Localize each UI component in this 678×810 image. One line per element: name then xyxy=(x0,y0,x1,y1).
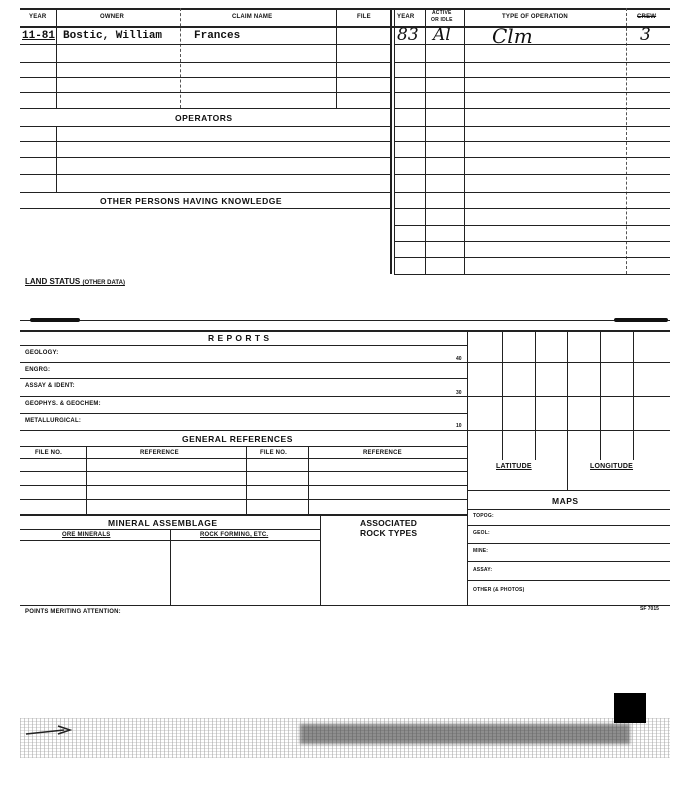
arrow-mark xyxy=(24,724,74,742)
latitude-label: LATITUDE xyxy=(496,463,532,470)
engrg-label: ENGRG: xyxy=(25,367,51,373)
or-idle-header: OR IDLE xyxy=(431,17,453,23)
entry-owner: Bostic, William xyxy=(63,30,163,42)
other-persons-heading: OTHER PERSONS HAVING KNOWLEDGE xyxy=(100,196,283,206)
ref-file-no-1: FILE NO. xyxy=(35,450,62,456)
active-header: ACTIVE xyxy=(432,10,452,16)
geol-label: GEOL: xyxy=(473,530,490,536)
geology-label: GEOLOGY: xyxy=(25,350,59,356)
form-code: SF 7015 xyxy=(640,606,659,612)
mineral-assemblage-heading: MINERAL ASSEMBLAGE xyxy=(108,518,218,528)
land-status-label xyxy=(25,277,125,286)
ref-reference-2: REFERENCE xyxy=(363,450,402,456)
assay-map-label: ASSAY: xyxy=(473,567,493,573)
entry-operation: Clm xyxy=(492,24,533,48)
claim-name-header: CLAIM NAME xyxy=(232,14,273,20)
longitude-label: LONGITUDE xyxy=(590,463,634,470)
other-photos-label: OTHER (& PHOTOS) xyxy=(473,587,525,593)
general-references-heading: GENERAL REFERENCES xyxy=(182,434,293,444)
crew-header: CREW xyxy=(637,14,657,20)
points-meriting-attention-label: POINTS MERITING ATTENTION: xyxy=(25,609,121,615)
entry-year: 11-81 xyxy=(22,30,56,42)
registration-block xyxy=(614,693,646,723)
year-op-header: YEAR xyxy=(397,14,415,20)
entry-op-year: 83 xyxy=(397,25,419,45)
owner-header: OWNER xyxy=(100,14,124,20)
assay-ident-label: ASSAY & IDENT: xyxy=(25,383,75,389)
type-of-operation-header: TYPE OF OPERATION xyxy=(502,14,568,20)
scan-mark-right xyxy=(614,318,668,322)
report-number-10: 10 xyxy=(456,423,462,429)
rock-types-heading: ROCK TYPES xyxy=(360,528,418,538)
entry-claim-name: Frances xyxy=(194,30,241,42)
ref-file-no-2: FILE NO. xyxy=(260,450,287,456)
arrow-icon xyxy=(24,724,74,738)
mine-label: MINE: xyxy=(473,548,489,554)
metallurgical-label: METALLURGICAL: xyxy=(25,418,82,424)
land-status-sub: (OTHER DATA) xyxy=(82,280,125,286)
associated-heading: ASSOCIATED xyxy=(360,518,418,528)
rock-forming-label: ROCK FORMING, ETC. xyxy=(200,532,269,538)
maps-heading: MAPS xyxy=(552,496,579,506)
ref-reference-1: REFERENCE xyxy=(140,450,179,456)
entry-crew: 3 xyxy=(640,25,651,45)
reports-heading: R E P O R T S xyxy=(208,333,270,343)
report-number-30: 30 xyxy=(456,390,462,396)
year-header: YEAR xyxy=(29,14,47,20)
scan-smear xyxy=(300,724,630,744)
report-number-40: 40 xyxy=(456,356,462,362)
ore-minerals-label: ORE MINERALS xyxy=(62,532,111,538)
geophys-label: GEOPHYS. & GEOCHEM: xyxy=(25,401,101,407)
land-status-title: LAND STATUS xyxy=(25,277,81,286)
operators-heading: OPERATORS xyxy=(175,113,233,123)
file-header: FILE xyxy=(357,14,371,20)
entry-active: Al xyxy=(433,25,451,45)
topog-label: TOPOG: xyxy=(473,513,494,519)
scan-mark-left xyxy=(30,318,80,322)
